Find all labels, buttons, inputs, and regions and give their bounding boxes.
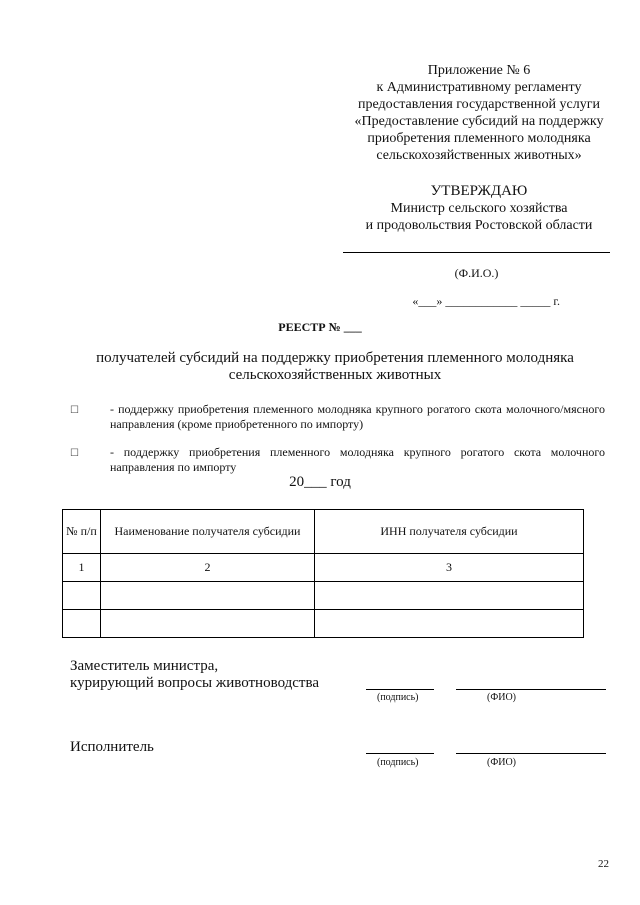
table-cell[interactable]	[63, 610, 101, 638]
appendix-line: «Предоставление субсидий на поддержку	[354, 114, 604, 129]
registry-title: РЕЕСТР № ___	[278, 320, 362, 334]
table-cell[interactable]	[101, 582, 315, 610]
signature-caption: (подпись)	[377, 757, 419, 768]
table-cell[interactable]	[315, 582, 584, 610]
approval-signature-line	[343, 252, 610, 253]
page-number: 22	[598, 858, 609, 870]
approval-block	[320, 183, 638, 234]
fio-underline	[456, 689, 606, 690]
signature-underline	[366, 689, 434, 690]
index-cell: 1	[63, 554, 101, 582]
signature-caption: (подпись)	[377, 692, 419, 703]
checkbox-icon[interactable]: ☐	[70, 405, 79, 416]
index-cell: 3	[315, 554, 584, 582]
header-recipient-name: Наименование получателя субсидии	[101, 510, 315, 554]
signature-underline	[366, 753, 434, 754]
table-index-row	[63, 554, 584, 582]
table-row	[63, 582, 584, 610]
option-item	[70, 445, 605, 477]
approval-fio: (Ф.И.О.)	[454, 266, 499, 280]
appendix-line: Приложение № 6	[427, 63, 531, 78]
table-row	[63, 610, 584, 638]
signature-label-line: Исполнитель	[70, 739, 154, 755]
table-cell[interactable]	[101, 610, 315, 638]
registry-subtitle-line: получателей субсидий на поддержку приобретения племенного молодняка	[96, 350, 574, 366]
approval-title: УТВЕРЖДАЮ	[430, 183, 528, 199]
approval-position: Министр сельского хозяйства	[390, 201, 568, 216]
option-item	[70, 402, 605, 434]
year-line: 20___ год	[289, 474, 351, 490]
fio-underline	[456, 753, 606, 754]
signature-label	[70, 658, 319, 692]
index-cell: 2	[101, 554, 315, 582]
appendix-header	[320, 62, 638, 164]
signature-label-line: курирующий вопросы животноводства	[70, 675, 320, 691]
registry-subtitle	[70, 350, 600, 384]
option-text: - поддержку приобретения племенного молодняка крупного рогатого скота молочного/мясного направления (кроме приобретенного по импорту)	[110, 402, 605, 431]
registry-table	[62, 509, 584, 638]
checkbox-icon[interactable]: ☐	[70, 448, 79, 459]
header-number: № п/п	[63, 510, 101, 554]
option-text: - поддержку приобретения племенного молодняка крупного рогатого скота молочного направления по импорту	[110, 445, 605, 474]
table-cell[interactable]	[315, 610, 584, 638]
signature-label	[70, 739, 154, 756]
approval-position-2: и продовольствия Ростовской области	[365, 218, 593, 233]
appendix-line: предоставления государственной услуги	[358, 97, 600, 112]
header-inn: ИНН получателя субсидии	[315, 510, 584, 554]
registry-subtitle-line: сельскохозяйственных животных	[228, 367, 442, 383]
appendix-line: приобретения племенного молодняка	[367, 131, 591, 146]
appendix-line: сельскохозяйственных животных»	[376, 148, 582, 163]
approval-date: «___» ____________ _____ г.	[412, 294, 560, 308]
table-header-row	[63, 510, 584, 554]
fio-caption: (ФИО)	[487, 757, 517, 768]
signature-label-line: Заместитель министра,	[70, 658, 219, 674]
fio-caption: (ФИО)	[487, 692, 517, 703]
appendix-line: к Административному регламенту	[376, 80, 582, 95]
table-cell[interactable]	[63, 582, 101, 610]
